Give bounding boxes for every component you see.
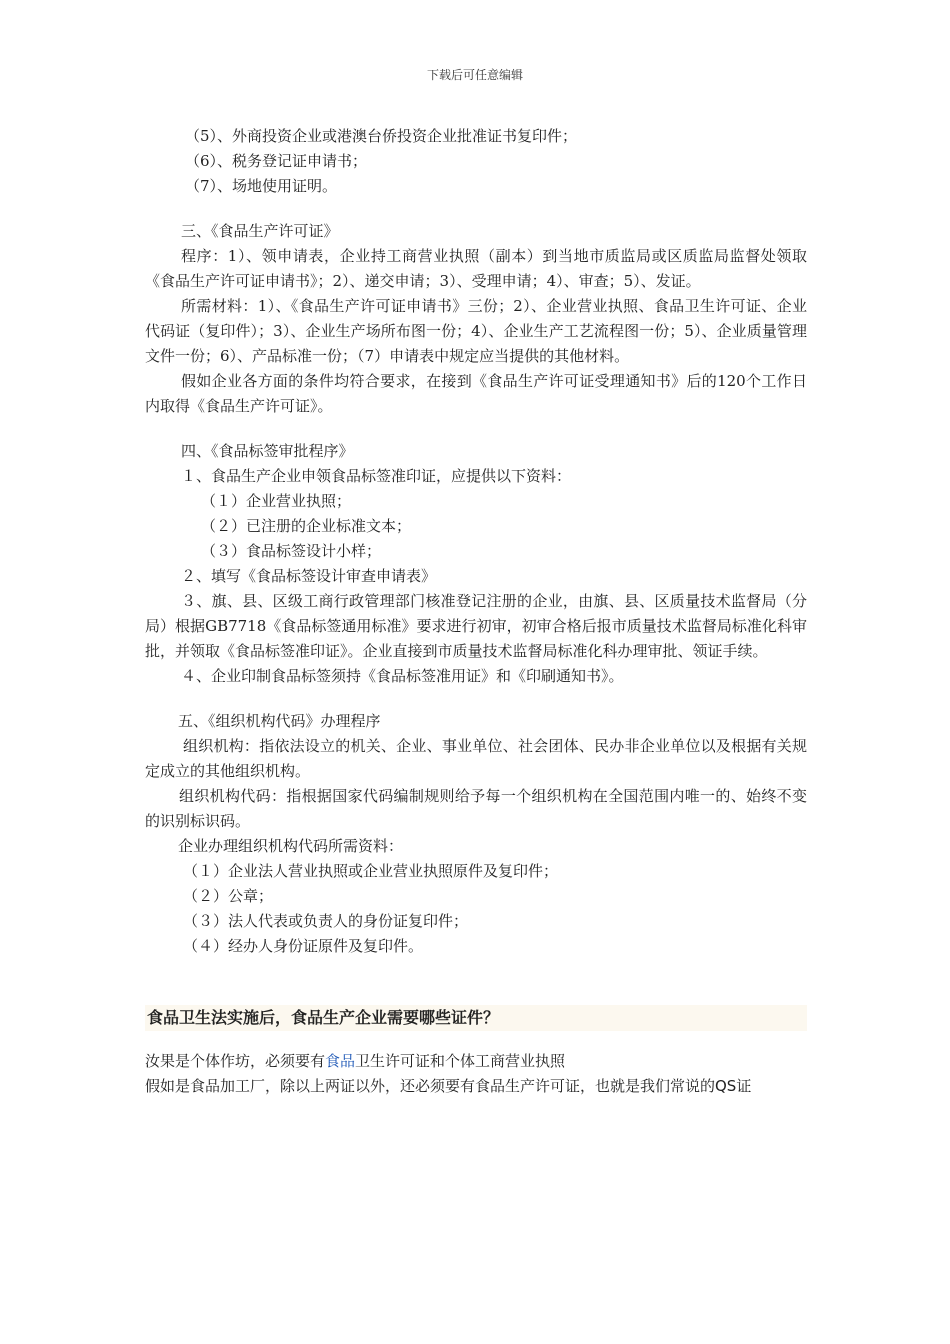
list-item: （４）经办人身份证原件及复印件。 (183, 937, 424, 955)
paragraph: 所需材料：1）、《食品生产许可证申请书》三份；2）、企业营业执照、食品卫生许可证、企业代码证（复印件）；3）、企业生产场所布图一份；4）、企业生产工艺流程图一份；5）、企业质量管理文件一份；6）、产品标准一份；（7）申请表中规定应当提供的其他材料。 (145, 297, 807, 365)
paragraph: 假如企业各方面的条件均符合要求，在接到《食品生产许可证受理通知书》后的120个工作日内取得《食品生产许可证》。 (145, 372, 807, 415)
paragraph: 企业办理组织机构代码所需资料： (178, 837, 404, 855)
faq-title: 食品卫生法实施后，食品生产企业需要哪些证件？ (145, 1005, 807, 1031)
list-item: （7）、场地使用证明。 (185, 177, 338, 195)
section-title: 三、《食品生产许可证》 (181, 222, 339, 240)
list-item: （6）、税务登记证申请书； (185, 152, 368, 170)
answer-line: 假如是食品加工厂，除以上两证以外，还必须要有食品生产许可证，也就是我们常说的QS证 (145, 1077, 752, 1095)
list-item: （３）法人代表或负责人的身份证复印件； (183, 912, 469, 930)
paragraph: 组织机构：指依法设立的机关、企业、事业单位、社会团体、民办非企业单位以及根据有关规定成立的其他组织机构。 (145, 737, 807, 780)
list-item: （２）公章； (183, 887, 274, 905)
paragraph: ３、旗、县、区级工商行政管理部门核准登记注册的企业，由旗、县、区质量技术监督局（分局）根据GB7718《食品标签通用标准》要求进行初审，初审合格后报市质量技术监督局标准化科审批，并领取《食品标签准印证》。企业直接到市质量技术监督局标准化科办理审批、领证手续。 (145, 592, 807, 660)
list-item: （5）、外商投资企业或港澳台侨投资企业批准证书复印件； (185, 127, 578, 145)
paragraph: 组织机构代码：指根据国家代码编制规则给予每一个组织机构在全国范围内唯一的、始终不变的识别标识码。 (145, 787, 807, 830)
page-header: 下载后可任意编辑 (426, 68, 523, 82)
section-title: 五、《组织机构代码》办理程序 (178, 712, 381, 730)
answer-text: 卫生许可证和个体工商营业执照 (355, 1052, 566, 1070)
list-item: （１）企业营业执照； (201, 492, 352, 510)
list-item: ２、填写《食品标签设计审查申请表》 (181, 567, 437, 585)
list-item: ４、企业印制食品标签须持《食品标签准用证》和《印刷通知书》。 (181, 667, 624, 685)
section-title: 四、《食品标签审批程序》 (181, 442, 354, 460)
list-item: （３）食品标签设计小样； (201, 542, 382, 560)
document-body (145, 124, 807, 1099)
list-item: １、食品生产企业申领食品标签准印证，应提供以下资料： (181, 467, 572, 485)
food-link[interactable]: 食品 (325, 1052, 356, 1070)
list-item: （２）已注册的企业标准文本； (201, 517, 412, 535)
paragraph: 程序：1）、领申请表，企业持工商营业执照（副本）到当地市质监局或区质监局监督处领取《食品生产许可证申请书》；2）、递交申请；3）、受理申请；4）、审查；5）、发证。 (145, 247, 807, 290)
answer-text: 汝果是个体作坊，必须要有 (145, 1052, 326, 1070)
faq-answer (145, 1049, 807, 1099)
list-item: （１）企业法人营业执照或企业营业执照原件及复印件； (183, 862, 559, 880)
answer-line (145, 1049, 807, 1074)
